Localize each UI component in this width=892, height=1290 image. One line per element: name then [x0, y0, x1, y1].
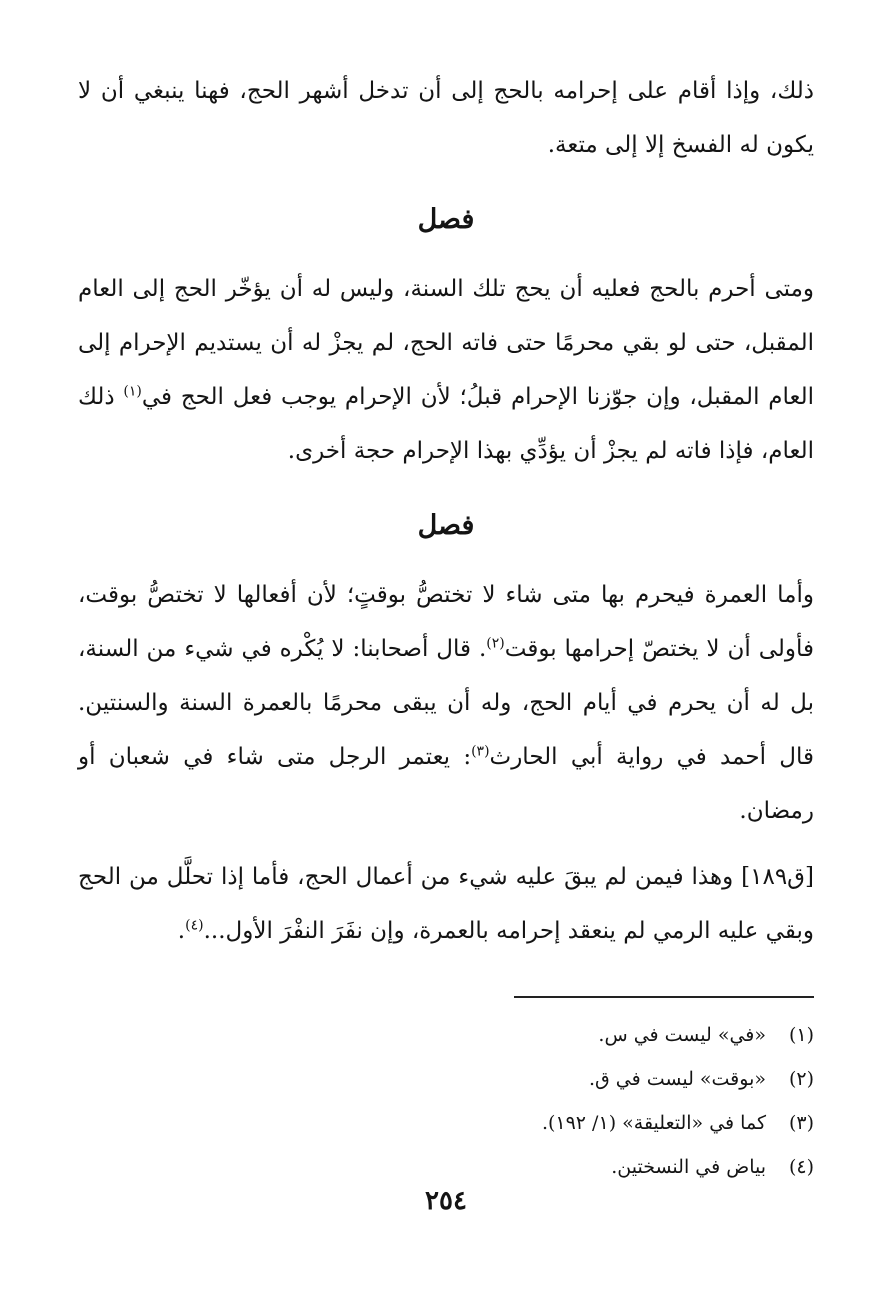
paragraph-3-text-c: : يعتمر الرجل متى شاء في شعبان أو رمضان.	[78, 744, 814, 824]
paragraph-2-text-b: ذلك العام، فإذا فاته لم يجزْ أن يؤدِّي بهذا الإحرام حجة أخرى.	[78, 384, 814, 464]
footnote-ref-3[interactable]: (٣)	[471, 743, 490, 760]
footnote-text: «بوقت» ليست في ق.	[588, 1068, 766, 1090]
footnote-item	[78, 1145, 814, 1189]
footnote-number: (٢)	[788, 1068, 814, 1090]
footnote-item	[78, 1013, 814, 1057]
footnote-ref-2[interactable]: (٢)	[486, 635, 505, 652]
paragraph-1-text: ذلك، وإذا أقام على إحرامه بالحج إلى أن تدخل أشهر الحج، فهنا ينبغي أن لا يكون له الفسخ إلا إلى متعة.	[78, 78, 814, 158]
paragraph-4	[78, 850, 814, 958]
section-heading-2: فصل	[417, 510, 475, 541]
footnote-ref-4[interactable]: (٤)	[185, 917, 204, 934]
footnote-item	[78, 1101, 814, 1145]
paragraph-3-text-b: . قال أصحابنا: لا يُكْره في شيء من السنة، بل له أن يحرم في أيام الحج، وله أن يبقى محرمًا بالعمرة السنة والسنتين. قال أحمد في رواية أبي الحارث	[78, 636, 814, 770]
paragraph-4-text-b: .	[177, 918, 186, 944]
paragraph-3	[78, 568, 814, 838]
footnote-text: «في» ليست في س.	[598, 1024, 766, 1046]
paragraph-1	[78, 64, 814, 172]
book-page	[78, 58, 814, 1290]
footnote-number: (٤)	[788, 1156, 814, 1178]
footnote-number: (١)	[788, 1024, 814, 1046]
section-heading-1: فصل	[417, 204, 475, 235]
footnote-divider	[514, 996, 814, 998]
paragraph-2-text-a: ومتى أحرم بالحج فعليه أن يحج تلك السنة، وليس له أن يؤخّر الحج إلى العام المقبل، حتى لو بقي محرمًا حتى فاته الحج، لم يجزْ له أن يستديم الإحرام إلى العام المقبل، وإن جوّزنا الإحرام قبلُ؛ لأن الإحرام يوجب فعل الحج في	[78, 276, 814, 410]
footnote-text: بياض في النسختين.	[611, 1156, 766, 1178]
footnotes-list	[78, 1013, 814, 1189]
paragraph-3-text-a: وأما العمرة فيحرم بها متى شاء لا تختصُّ بوقتٍ؛ لأن أفعالها لا تختصُّ بوقت، فأولى أن لا يختصّ إحرامها بوقت	[78, 582, 814, 662]
footnote-ref-1[interactable]: (١)	[123, 383, 142, 400]
footnote-number: (٣)	[788, 1112, 814, 1134]
footnote-item	[78, 1057, 814, 1101]
page-number: ٢٥٤	[425, 1186, 467, 1216]
footnote-text: كما في «التعليقة» (١/ ١٩٢).	[541, 1112, 766, 1134]
paragraph-2	[78, 262, 814, 478]
paragraph-4-text-a: [ق١٨٩] وهذا فيمن لم يبقَ عليه شيء من أعمال الحج، فأما إذا تحلَّل من الحج وبقي عليه الرمي لم ينعقد إحرامه بالعمرة، وإن نفَرَ النفْرَ الأول...	[78, 864, 814, 944]
